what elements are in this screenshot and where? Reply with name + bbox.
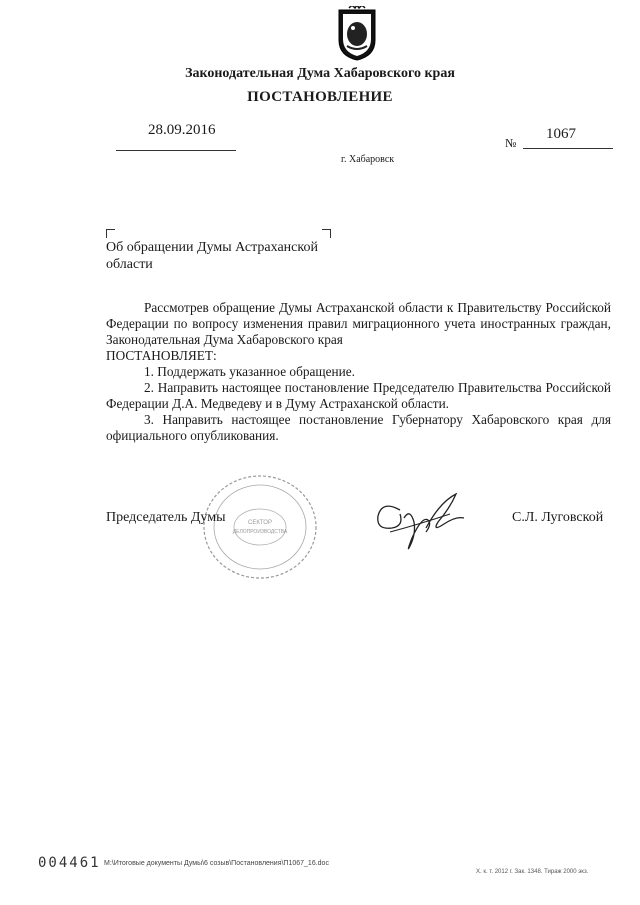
svg-text:СЕКТОР: СЕКТОР	[248, 520, 272, 526]
body-item-3: 3. Направить настоящее постановление Губернатору Хабаровского края для официального опубликования.	[106, 412, 611, 443]
registration-number: 004461	[38, 855, 101, 871]
organization-title: Законодательная Дума Хабаровского края	[185, 66, 455, 81]
subject-line-1: Об обращении Думы Астраханской	[106, 240, 318, 255]
subject-corner-right	[322, 229, 331, 238]
body-item-1: 1. Поддержать указанное обращение.	[144, 364, 355, 379]
print-info: Х. к. т. 2012 г. Зак. 1348. Тираж 2000 экз.	[476, 869, 589, 875]
date-underline	[116, 150, 236, 151]
number-underline	[523, 148, 613, 149]
city-label: г. Хабаровск	[341, 154, 395, 165]
number-sign: №	[505, 136, 517, 150]
document-subject	[106, 239, 336, 273]
svg-text:ДЕЛОПРОИЗВОДСТВА: ДЕЛОПРОИЗВОДСТВА	[232, 529, 288, 535]
document-type-title: ПОСТАНОВЛЕНИЕ	[247, 89, 393, 105]
chairman-title: Председатель Думы	[106, 510, 226, 525]
file-path: М:\Итоговые документы Думы\6 созыв\Постановления\П1067_16.doc	[104, 860, 329, 867]
subject-corner-left	[106, 229, 115, 238]
chairman-name: С.Л. Луговской	[512, 510, 604, 525]
body-item-2: 2. Направить настоящее постановление Председателю Правительства Российской Федерации Д.А. Медведеву и в Думу Астраханской области.	[106, 380, 611, 411]
body-intro: Рассмотрев обращение Думы Астраханской области к Правительству Российской Федерации по вопросу изменения правил миграционного учета иностранных граждан, Законодательная Дума Хабаровского края	[106, 300, 611, 347]
official-stamp	[200, 472, 320, 582]
subject-line-2: области	[106, 257, 153, 272]
coat-of-arms-emblem	[335, 6, 379, 62]
document-body	[106, 300, 611, 444]
handwritten-signature	[370, 488, 470, 558]
document-date: 28.09.2016	[148, 122, 216, 138]
body-resolves: ПОСТАНОВЛЯЕТ:	[106, 348, 217, 363]
document-number: 1067	[546, 126, 576, 142]
